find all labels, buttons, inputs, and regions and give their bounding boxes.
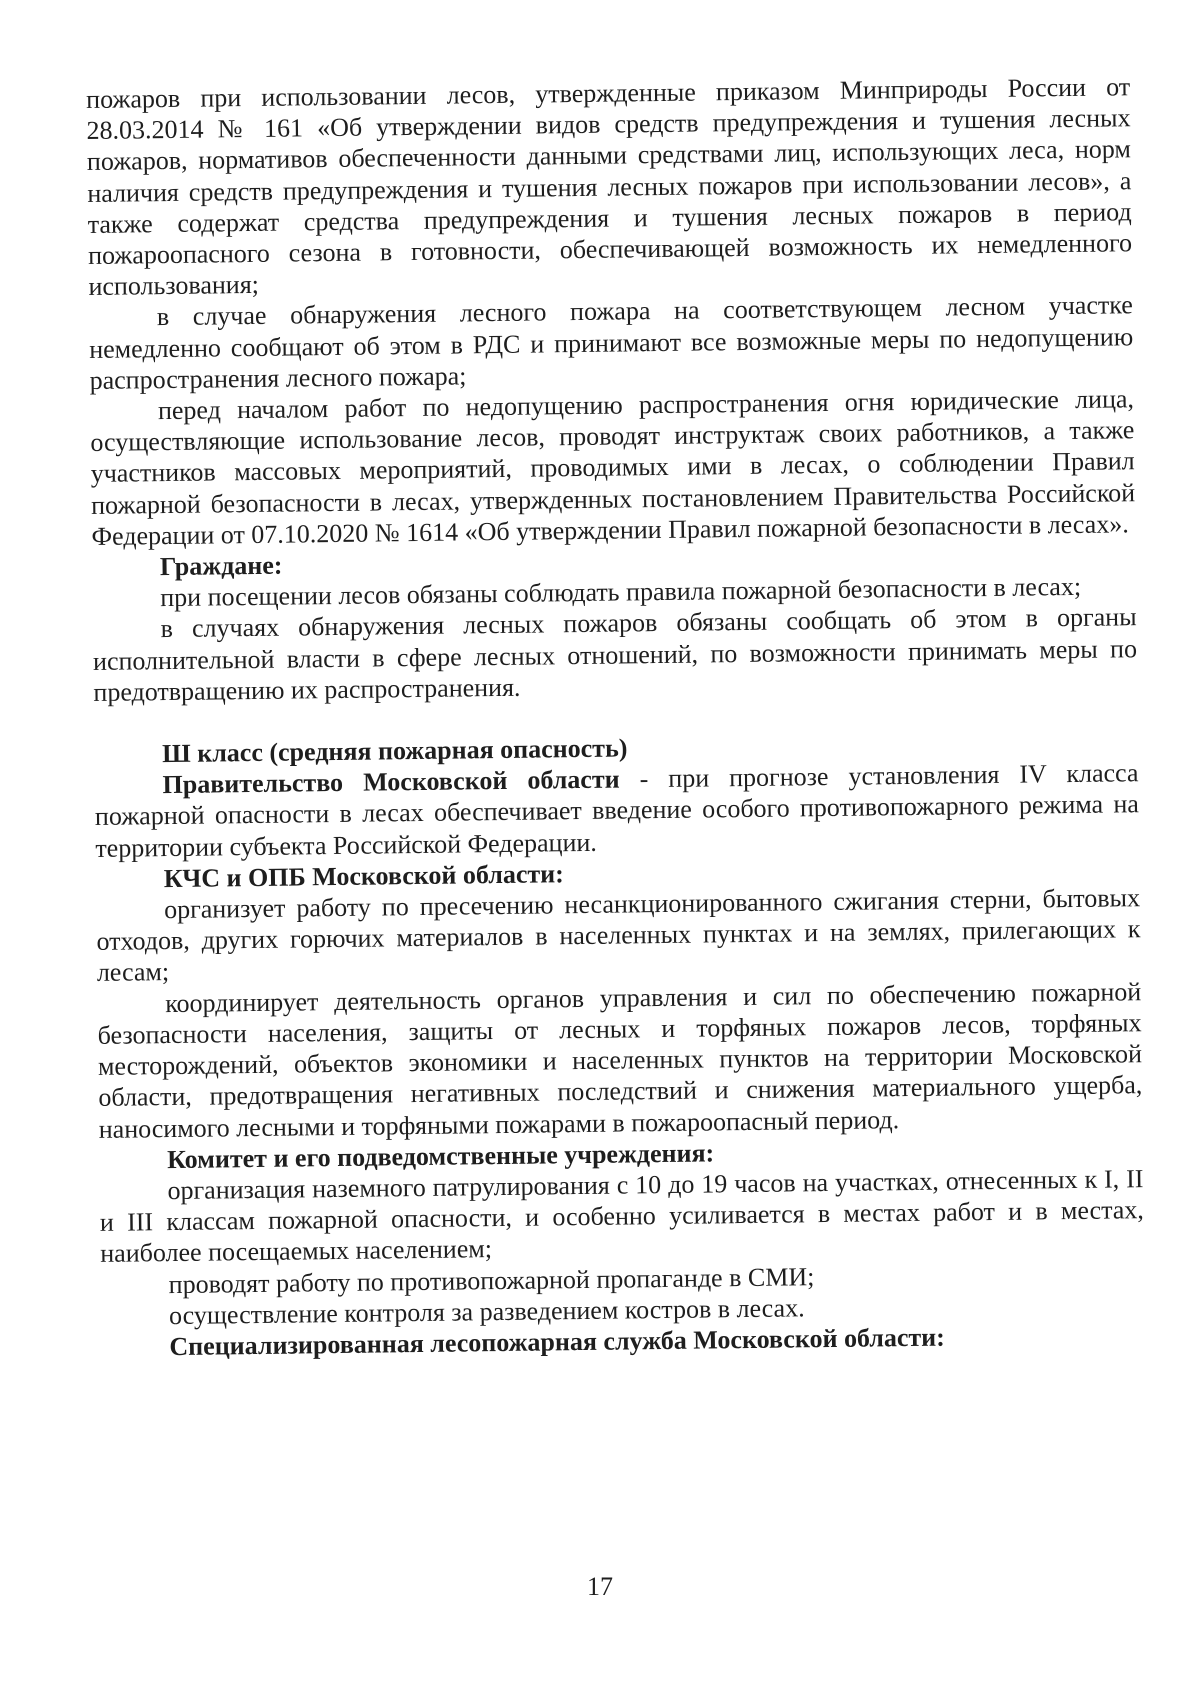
paragraph: координирует деятельность органов управления и сил по обеспечению пожарной безопасности населения, защиты от лесных и торфяных пожаров лесов, торфяных месторождений, объектов экономики и населенных пунктов на территории Московской области, предотвращения негативных последствий и снижения материального ущерба, наносимого лесными и торфяными пожарами в пожароопасный период. [97, 976, 1143, 1144]
paragraph: в случае обнаружения лесного пожара на соответствующем лесном участке немедленно сообщают об этом в РДС и принимают все возможные меры по недопущению распространения лесного пожара; [89, 290, 1134, 395]
paragraph: перед началом работ по недопущению распространения огня юридические лица, осуществляющие использование лесов, проводят инструктаж своих работников, а также участников массовых мероприятий, проводимых ими в лесах, о соблюдении Правил пожарной безопасности в лесах, утвержденных постановлением Правительства Российской Федерации от 07.10.2020 № 1614 «Об утверждении Правил пожарной безопасности в лесах». [90, 384, 1136, 551]
paragraph: проводят работу по противопожарной пропаганде в СМИ; [168, 1261, 815, 1299]
paragraph [94, 757, 1139, 863]
page-number: 17 [587, 1572, 613, 1601]
section-heading: Ш класс (средняя пожарная опасность) [162, 733, 628, 769]
paragraph: пожаров при использовании лесов, утвержденные приказом Минприроды России от 28.03.2014 № 161 «Об утверждении видов средств предупреждения и тушения лесных пожаров, нормативов обеспеченности данными средствами лиц, использующих леса, норм наличия средств предупреждения и тушения лесных пожаров при использовании лесов», а также содержат средства предупреждения и тушения лесных пожаров в период пожароопасного сезона в готовности, обеспечивающей возможность их немедленного использования; [86, 72, 1133, 302]
paragraph-text: - при прогнозе установления IV класса пожарной опасности в лесах обеспечивает введение особого противопожарного режима на территории субъекта Российской Федерации. [94, 758, 1140, 863]
section-heading: Граждане: [159, 550, 283, 582]
paragraph: при посещении лесов обязаны соблюдать правила пожарной безопасности в лесах; [160, 572, 1082, 613]
paragraph: осуществление контроля за разведением костров в лесах. [168, 1293, 805, 1330]
paragraph-lead: Правительство Московской области [162, 764, 620, 800]
section-heading: КЧС и ОПБ Московской области: [163, 859, 564, 893]
section-heading: Комитет и его подведомственные учреждения: [166, 1138, 715, 1174]
section-heading: Специализированная лесопожарная служба Московской области: [169, 1322, 946, 1361]
document-body [86, 71, 1146, 1363]
paragraph: в случаях обнаружения лесных пожаров обязаны сообщать об этом в органы исполнительной власти в сфере лесных отношений, по возможности принимать меры по предотвращению их распространения. [92, 602, 1138, 707]
paragraph: организация наземного патрулирования с 10 до 19 часов на участках, отнесенных к I, II и III классам пожарной опасности, и особенно усиливается в местах работ и в местах, наиболее посещаемых населением; [99, 1164, 1145, 1269]
paragraph: организует работу по пресечению несанкционированного сжигания стерни, бытовых отходов, других горючих материалов в населенных пунктах и на землях, прилегающих к лесам; [96, 883, 1141, 988]
